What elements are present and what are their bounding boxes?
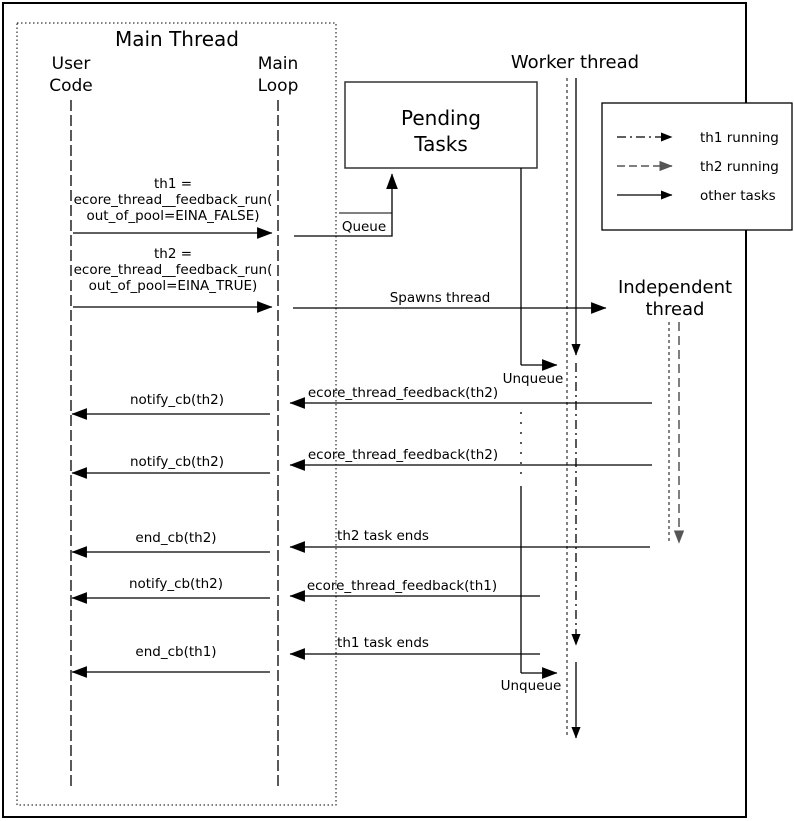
feedback-th1-label: ecore_thread_feedback(th1): [306, 578, 498, 594]
notify-th2-1-label: notify_cb(th2): [129, 392, 225, 408]
th2-call-label-line1: th2 =: [153, 246, 193, 262]
pending-tasks-group: [345, 82, 537, 168]
th1-call-label-line1: th1 =: [153, 176, 193, 192]
queue-label: Queue: [341, 219, 387, 235]
pending-tasks-label-line2: Tasks: [414, 132, 468, 156]
legend: [602, 103, 792, 230]
feedback-th2-2-label: ecore_thread_feedback(th2): [307, 447, 499, 463]
th1-call-label-line2: ecore_thread__feedback_run(: [73, 192, 273, 208]
main-loop-label-line2: Loop: [257, 76, 299, 96]
legend-other-tasks-label: other tasks: [700, 188, 776, 204]
main-loop-label-line1: Main: [257, 54, 299, 74]
unqueue-2-label: Unqueue: [500, 678, 562, 694]
end-th2-label: end_cb(th2): [135, 530, 217, 546]
independent-thread-label-line2: thread: [645, 299, 705, 320]
pending-tasks-label-line1: Pending: [401, 106, 481, 130]
main-thread-title: Main Thread: [114, 27, 240, 51]
th2-task-ends-label: th2 task ends: [337, 528, 429, 544]
end-th1-label: end_cb(th1): [135, 644, 217, 660]
th1-task-ends-label: th1 task ends: [337, 635, 429, 651]
unqueue-1-label: Unqueue: [502, 371, 564, 387]
legend-th1-running-label: th1 running: [700, 130, 779, 146]
notify-th2-3-label: notify_cb(th2): [128, 576, 224, 592]
user-code-label-line2: Code: [49, 76, 93, 96]
user-code-label-line1: User: [51, 54, 91, 74]
worker-thread-label: Worker thread: [510, 52, 640, 73]
th2-call-label-line2: ecore_thread__feedback_run(: [73, 262, 273, 278]
feedback-th2-1-label: ecore_thread_feedback(th2): [307, 385, 499, 401]
th1-call-label-line3: out_of_pool=EINA_FALSE): [86, 208, 260, 224]
spawns-thread-label: Spawns thread: [389, 290, 491, 306]
legend-th2-running-label: th2 running: [700, 159, 779, 175]
notify-th2-2-label: notify_cb(th2): [129, 454, 225, 470]
th2-call-label-line3: out_of_pool=EINA_TRUE): [88, 278, 258, 294]
independent-thread-label-line1: Independent: [617, 277, 733, 298]
